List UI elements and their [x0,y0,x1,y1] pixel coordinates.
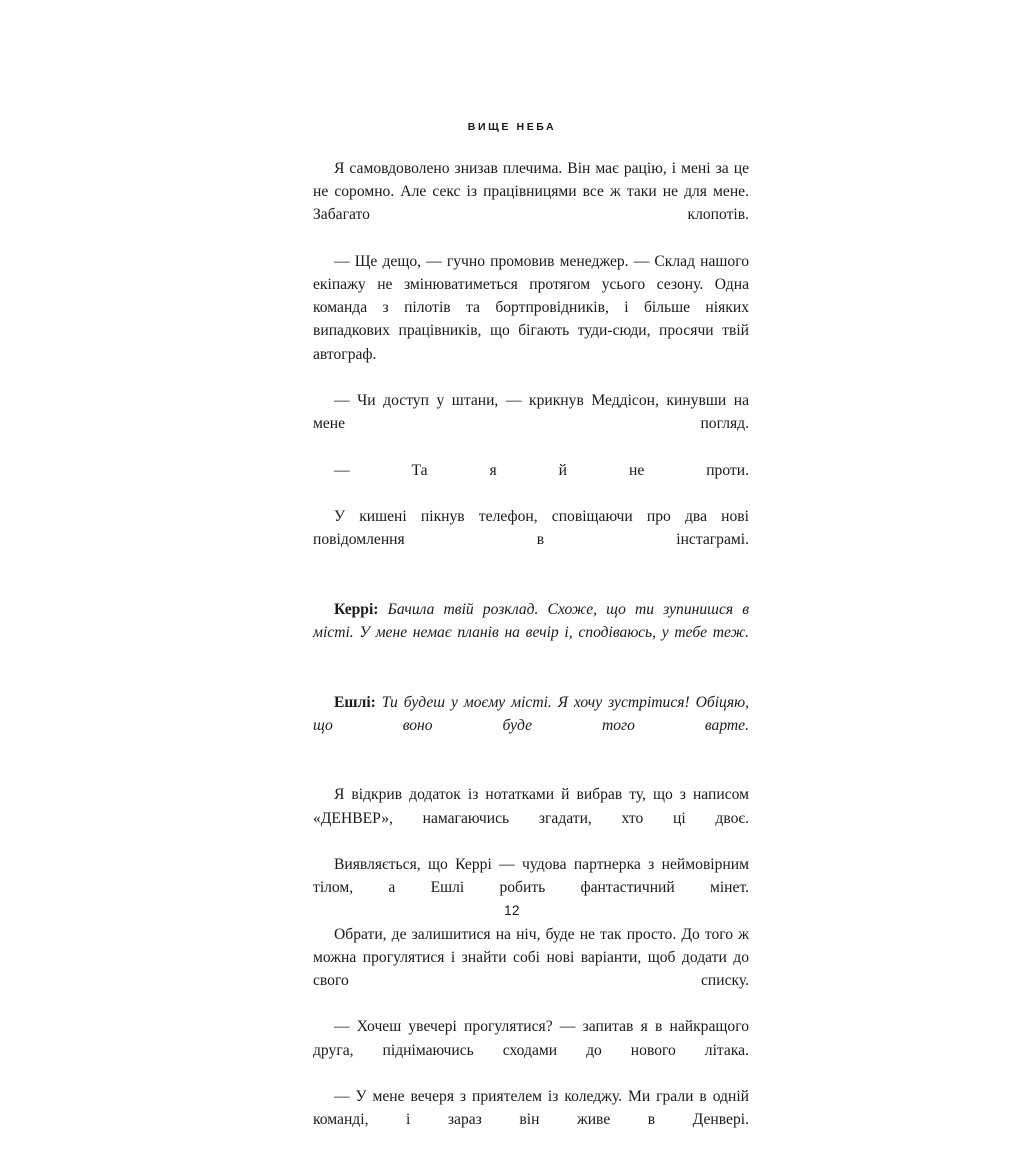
block-spacer [313,667,749,690]
block-spacer [313,760,749,783]
paragraph: — У мене вечеря з приятелем із коледжу. Ми грали в одній команді, і зараз він живе в Денвері. [313,1088,749,1129]
page-text-block [313,157,749,1155]
direct-message [313,598,749,668]
paragraph: — Ще дещо, — гучно промовив менеджер. — Склад нашого екіпажу не змінюватиметься протягом усього сезону. Одна команда з пілотів та бортпровідників, і більше ніяких випадкових працівників, що бігають туди-сюди, просячи твій автограф. [313,252,749,363]
page-number: 12 [504,903,520,918]
block-spacer [313,575,749,598]
message-body-text: Ти будеш у моєму місті. Я хочу зустрітися! Обіцяю, що воно буде того варте. [313,693,749,734]
paragraph: Я самовдоволено знизав плечима. Він має рацію, і мені за це не соромно. Але секс із працівницями все ж таки не для мене. Забагато клопотів. [313,160,749,224]
message-body-text: Бачила твій розклад. Схоже, що ти зупинишся в місті. У мене немає планів на вечір і, сподіваюсь, у тебе теж. [313,600,749,642]
paragraph: — Хочеш увечері прогулятися? — запитав я в найкращого друга, піднімаючись сходами до нового літака. [313,1018,749,1059]
paragraph: Обрати, де залишитися на ніч, буде не так просто. До того ж можна прогулятися і знайти собі нові варіанти, щоб додати до свого списку. [313,925,749,990]
message-sender-name: Керрі: [334,600,379,618]
paragraph: У кишені пікнув телефон, сповіщаючи про два нові повідомлення в інстаграмі. [313,508,749,549]
paragraph: — Та я й не проти. [334,461,749,479]
paragraph: Я відкрив додаток із нотатками й вибрав ту, що з написом «ДЕНВЕР», намагаючись згадати, хто ці двоє. [313,786,749,827]
paragraph: Виявляється, що Керрі — чудова партнерка з неймовірним тілом, а Ешлі робить фантастичний мінет. [313,856,749,897]
running-head: ВИЩЕ НЕБА [467,121,557,133]
direct-message [313,691,749,761]
message-sender-name: Ешлі: [334,693,376,711]
paragraph: — Чи доступ у штани, — крикнув Меддісон, кинувши на мене погляд. [313,392,749,433]
